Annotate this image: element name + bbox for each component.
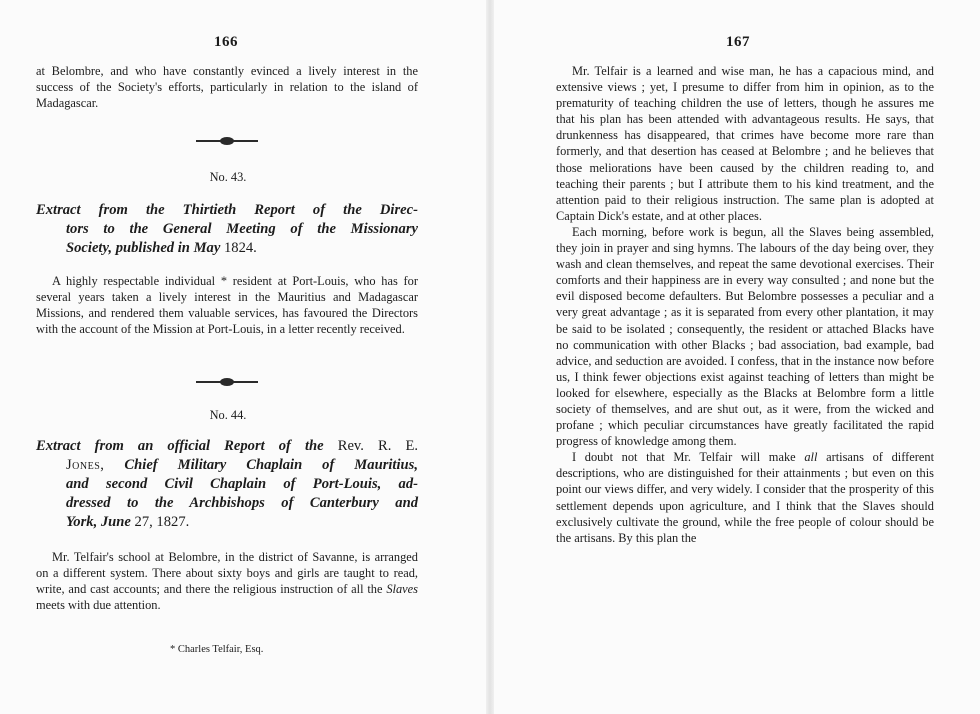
heading-line: dressed to the Archbishops of Canterbury and — [66, 495, 418, 511]
heading-surname: Jones, — [66, 457, 105, 473]
heading-line: and second Civil Chaplain of Port-Louis, ad- — [66, 476, 418, 492]
section-44-heading — [36, 437, 418, 532]
heading-line — [36, 437, 418, 456]
footnote: * Charles Telfair, Esq. — [170, 644, 264, 655]
heading-line: tors to the General Meeting of the Missionary — [66, 221, 418, 237]
body-emphasis: Slaves — [386, 582, 418, 597]
heading-text: York, June — [66, 514, 131, 530]
heading-text: Extract from an official Report of the — [36, 438, 324, 454]
heading-name: Rev. R. E. — [337, 438, 419, 454]
body-emphasis: all — [804, 450, 818, 465]
section-43-body: A highly respectable individual * resident at Port-Louis, who has for several years taken a lively interest in the Mauritius and Madagascar Missions, and rendered them valuable services, has favoured the Directors with the account of the Mission at Port-Louis, in a letter recently received. — [36, 274, 418, 337]
body-text: I doubt not that Mr. Telfair will make — [572, 450, 796, 465]
section-number-43: No. 43. — [209, 170, 247, 184]
heading-line: Extract from the Thirtieth Report of the Direc- — [36, 202, 418, 218]
heading-year: 1824. — [223, 240, 257, 256]
intro-paragraph: at Belombre, and who have constantly evinced a lively interest in the success of the Society's efforts, particularly in relation to the island of Madagascar. — [36, 64, 418, 111]
paragraph-telfair: Mr. Telfair is a learned and wise man, he has a capacious mind, and extensive views ; yet, I presume to differ from him in opinion, as to the prematurity of teaching children the use of letters, though he assures me that his plan has been attended with advantageous results. He says, that drunkenness has disappeared, that crimes have become more rare than formerly, and that desertion has ceased at Belombre ; and he believes that those meliorations have been caused by the children reading to, and teaching their parents ; but I attribute them to his kind treatment, and the attention paid to their religious instruction. The same plan is adopted at Captain Dick's estate, and at other places. — [556, 64, 934, 223]
body-text: artisans of different descriptions, who are distinguished for their attainments ; but even on this point our views differ, and very widely. I consider that the prosperity of this settlement depends upon agriculture, and I think that the Slaves should exclusively cultivate the ground, while the free people of colour should be the artisans. By this plan the — [556, 450, 935, 545]
page-number-left: 166 — [214, 34, 238, 50]
right-page — [490, 0, 980, 714]
section-number-44: No. 44. — [209, 408, 247, 422]
right-page-text — [556, 63, 934, 546]
section-43-heading — [36, 201, 418, 258]
heading-line — [36, 456, 418, 475]
paragraph-artisans — [556, 449, 934, 546]
heading-text: Chief Military Chaplain of Mauritius, — [124, 457, 418, 473]
section-44-body — [36, 549, 418, 613]
body-text: Mr. Telfair's school at Belombre, in the district of Savanne, is arranged on a different system. There about sixty boys and girls are taught to read, write, and cast accounts; and there the religious instruction of all the — [36, 550, 418, 597]
body-text: meets with due attention. — [36, 598, 161, 613]
heading-line — [36, 239, 418, 258]
page-number-right: 167 — [726, 34, 750, 50]
paragraph-morning: Each morning, before work is begun, all the Slaves being assembled, they join in prayer and sing hymns. The labours of the day being over, they wash and clean themselves, and repeat the same devotional exercises. Their comforts and their happiness are in every way consulted ; and none but the evil disposed become defaulters. But Belombre possesses a peculiar and a very great advantage ; as it is separated from every other plantation, it may be said to be isolated ; consequently, the resident or attached Blacks have no communication with other Blacks ; bad association, bad example, bad advice, and seduction are avoided. I confess, that in the instance now before us, I think fewer objections exist against teaching of letters than might be looked for elsewhere, especially as the Blacks at Belombre form a little society of themselves, and are shut out, as it were, from the wicked and profane ; which peculiar circumstances have greatly facilitated the rapid progress of knowledge among them. — [556, 224, 934, 449]
ornamental-rule-2 — [196, 381, 258, 383]
heading-date: 27, 1827. — [134, 514, 190, 530]
heading-line — [36, 513, 418, 532]
ornamental-rule-1 — [196, 140, 258, 142]
heading-line-text: Society, published in May — [66, 240, 221, 256]
